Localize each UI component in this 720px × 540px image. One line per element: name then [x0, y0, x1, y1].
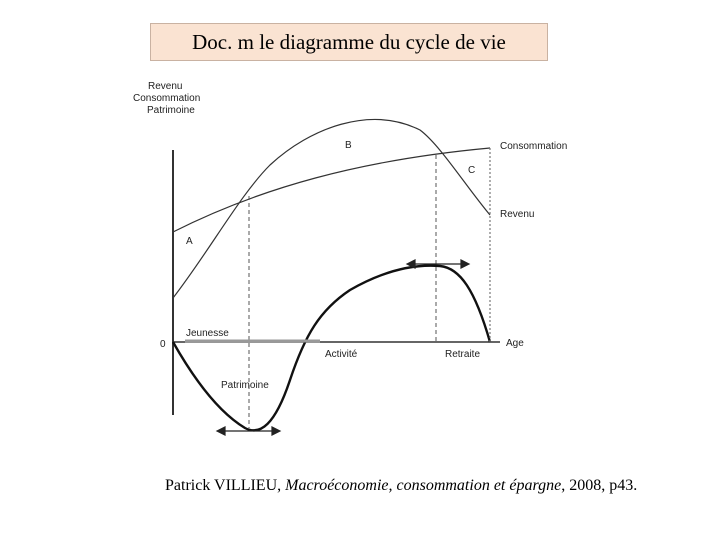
origin-label: 0 — [160, 339, 166, 350]
region-c-label: C — [468, 165, 476, 176]
caption-rest: , 2008, p43. — [561, 477, 638, 494]
income-curve — [173, 120, 490, 298]
y-label-revenu: Revenu — [148, 81, 183, 92]
wealth-label: Patrimoine — [221, 380, 269, 391]
x-axis-label: Age — [506, 338, 524, 349]
consumption-curve — [173, 148, 490, 232]
region-a-label: A — [186, 236, 193, 247]
activity-label: Activité — [325, 349, 358, 360]
caption-work: Macroéconomie, consommation et épargne — [285, 477, 562, 494]
y-label-consommation: Consommation — [133, 93, 201, 104]
income-label: Revenu — [500, 209, 535, 220]
wealth-min-arrow — [217, 427, 280, 435]
y-label-patrimoine: Patrimoine — [147, 105, 195, 116]
slide-title: Doc. m le diagramme du cycle de vie — [150, 23, 548, 61]
region-b-label: B — [345, 140, 352, 151]
caption-author: Patrick VILLIEU, — [165, 477, 286, 494]
consumption-label: Consommation — [500, 141, 568, 152]
retirement-label: Retraite — [445, 349, 481, 360]
youth-label: Jeunesse — [186, 328, 229, 339]
source-caption — [165, 477, 715, 495]
